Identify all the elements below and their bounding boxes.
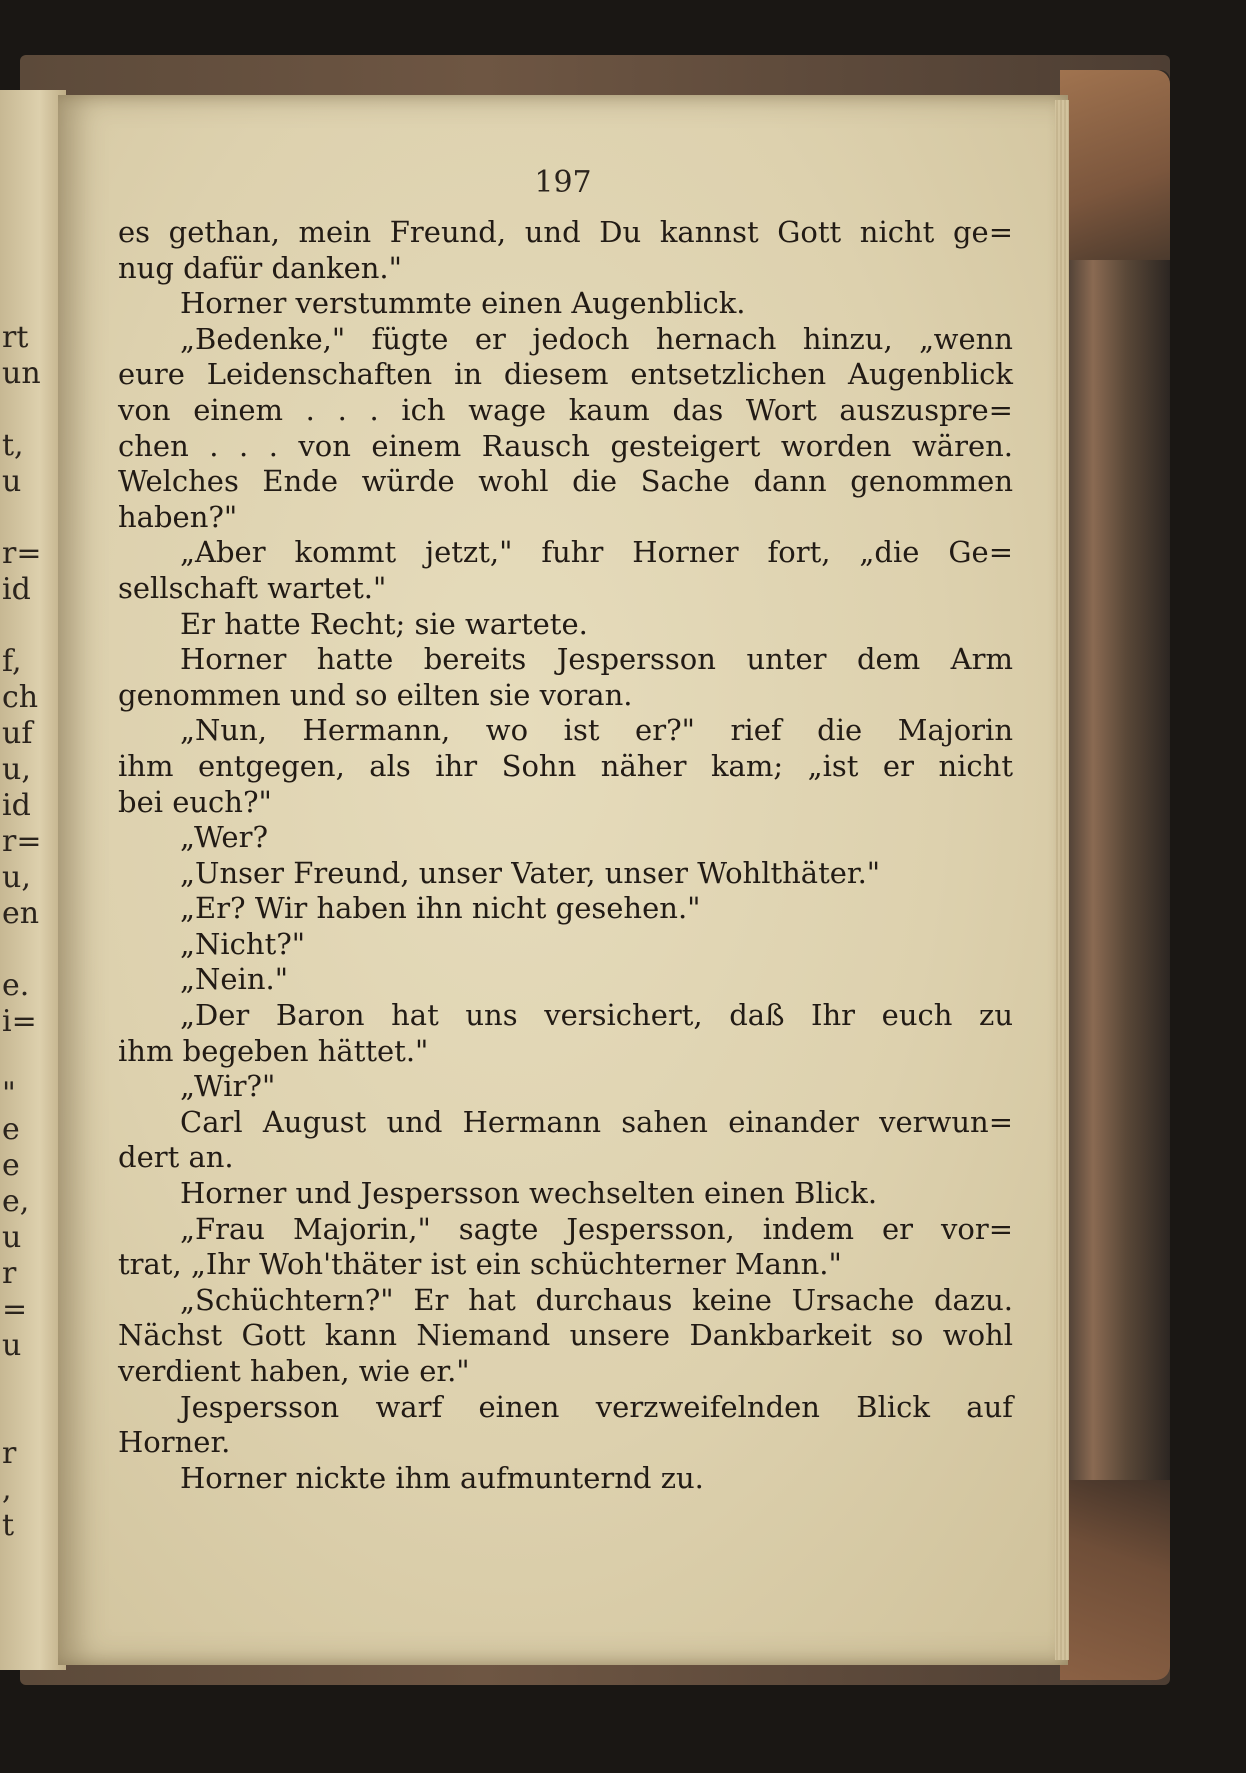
previous-page-fragment: r	[2, 1436, 17, 1471]
previous-page-fragment: uf	[2, 716, 33, 751]
previous-page-fragment	[2, 932, 62, 968]
text-line: trat, „Ihr Woh'thäter ist ein schüchterner Mann."	[118, 1247, 842, 1282]
previous-page-fragment: u	[2, 1328, 22, 1363]
previous-page-fragment: u	[2, 464, 22, 499]
text-line: Horner.	[118, 1425, 231, 1460]
previous-page-fragment	[2, 500, 62, 536]
previous-page-fragment: t	[2, 1508, 15, 1543]
previous-page-fragment: ch	[2, 680, 39, 715]
previous-page-fragment: f,	[2, 644, 22, 679]
previous-page-fragment	[2, 1364, 62, 1400]
previous-page-fragment: e	[2, 1148, 20, 1183]
previous-page-fragment: u,	[2, 860, 31, 895]
previous-page-fragment: rt	[2, 320, 29, 355]
text-line: „Aber kommt jetzt," fuhr Horner fort, „die Ge=	[180, 535, 1013, 570]
page-text	[118, 215, 1013, 1496]
previous-page-fragment: id	[2, 572, 31, 607]
text-line: „Unser Freund, unser Vater, unser Wohlthäter."	[180, 855, 881, 890]
leather-corner-top	[1060, 70, 1170, 260]
previous-page-fragment: r	[2, 1256, 17, 1291]
previous-page-fragment: u,	[2, 752, 31, 787]
text-line: „Wir?"	[180, 1069, 276, 1104]
text-line: „Frau Majorin," sagte Jespersson, indem er vor=	[180, 1211, 1013, 1246]
text-line: „Wer?	[180, 820, 269, 855]
text-line: „Nicht?"	[180, 926, 306, 961]
text-line: „Nein."	[180, 962, 289, 997]
previous-page-fragment: e	[2, 1112, 20, 1147]
text-line: Er hatte Recht; sie wartete.	[180, 606, 588, 641]
leather-corner-bottom	[1060, 1480, 1170, 1680]
previous-page-fragment	[2, 608, 62, 644]
text-line: eure Leidenschaften in diesem entsetzlichen Augenblick	[118, 357, 1013, 392]
previous-page-fragment	[2, 1040, 62, 1076]
previous-page-fragment: t,	[2, 428, 24, 463]
text-line: nug dafür danken."	[118, 250, 402, 285]
previous-page-fragment: id	[2, 788, 31, 823]
text-line: Horner hatte bereits Jespersson unter dem Arm	[180, 642, 1013, 677]
page-number: 197	[534, 165, 592, 200]
text-line: dert an.	[118, 1140, 234, 1175]
text-line: genommen und so eilten sie voran.	[118, 677, 633, 712]
text-line: chen . . . von einem Rausch gesteigert worden wären.	[118, 428, 1013, 463]
cover-edge	[1060, 70, 1170, 1670]
previous-page-fragment: r=	[2, 824, 42, 859]
previous-page-fragment: e.	[2, 968, 30, 1003]
previous-page-fragment: e,	[2, 1184, 30, 1219]
text-line: verdient haben, wie er."	[118, 1354, 470, 1388]
text-line: Jespersson warf einen verzweifelnden Blick auf	[180, 1389, 1013, 1424]
text-line: Horner und Jespersson wechselten einen Blick.	[180, 1176, 878, 1211]
page-stack-edge	[1055, 100, 1069, 1660]
text-line: „Schüchtern?" Er hat durchaus keine Ursache dazu.	[180, 1282, 1013, 1317]
previous-page-sliver	[0, 90, 66, 1670]
previous-page-fragment: =	[2, 1292, 28, 1327]
previous-page-fragment: un	[2, 356, 41, 391]
text-line: von einem . . . ich wage kaum das Wort auszuspre=	[118, 392, 1013, 427]
book-page	[58, 95, 1068, 1665]
text-line: Nächst Gott kann Niemand unsere Dankbarkeit so wohl	[118, 1318, 1013, 1353]
text-line: Horner nickte ihm aufmunternd zu.	[180, 1460, 704, 1495]
previous-page-fragment: u	[2, 1220, 22, 1255]
text-line: Horner verstummte einen Augenblick.	[180, 286, 746, 321]
text-line: „Bedenke," fügte er jedoch hernach hinzu, „wenn	[180, 321, 1013, 356]
previous-page-fragment: "	[2, 1076, 16, 1111]
text-line: Carl August und Hermann sahen einander verwun=	[180, 1104, 1013, 1139]
previous-page-fragment: en	[2, 896, 40, 931]
text-line: Welches Ende würde wohl die Sache dann genommen	[118, 464, 1013, 499]
previous-page-fragment	[2, 1400, 62, 1436]
text-line: ihm begeben hättet."	[118, 1033, 429, 1068]
text-line: haben?"	[118, 499, 238, 534]
text-line: es gethan, mein Freund, und Du kannst Gott nicht ge=	[118, 215, 1013, 249]
text-line: „Er? Wir haben ihn nicht gesehen."	[180, 891, 701, 926]
previous-page-fragment: ,	[2, 1472, 12, 1507]
text-line: bei euch?"	[118, 784, 272, 819]
text-line: sellschaft wartet."	[118, 570, 387, 605]
text-line: „Der Baron hat uns versichert, daß Ihr euch zu	[180, 998, 1013, 1033]
text-line: ihm entgegen, als ihr Sohn näher kam; „ist er nicht	[118, 748, 1013, 783]
text-line: „Nun, Hermann, wo ist er?" rief die Majorin	[180, 713, 1013, 748]
previous-page-fragment: i=	[2, 1004, 37, 1039]
previous-page-text-fragments	[2, 320, 62, 1544]
previous-page-fragment: r=	[2, 536, 42, 571]
previous-page-fragment	[2, 392, 62, 428]
